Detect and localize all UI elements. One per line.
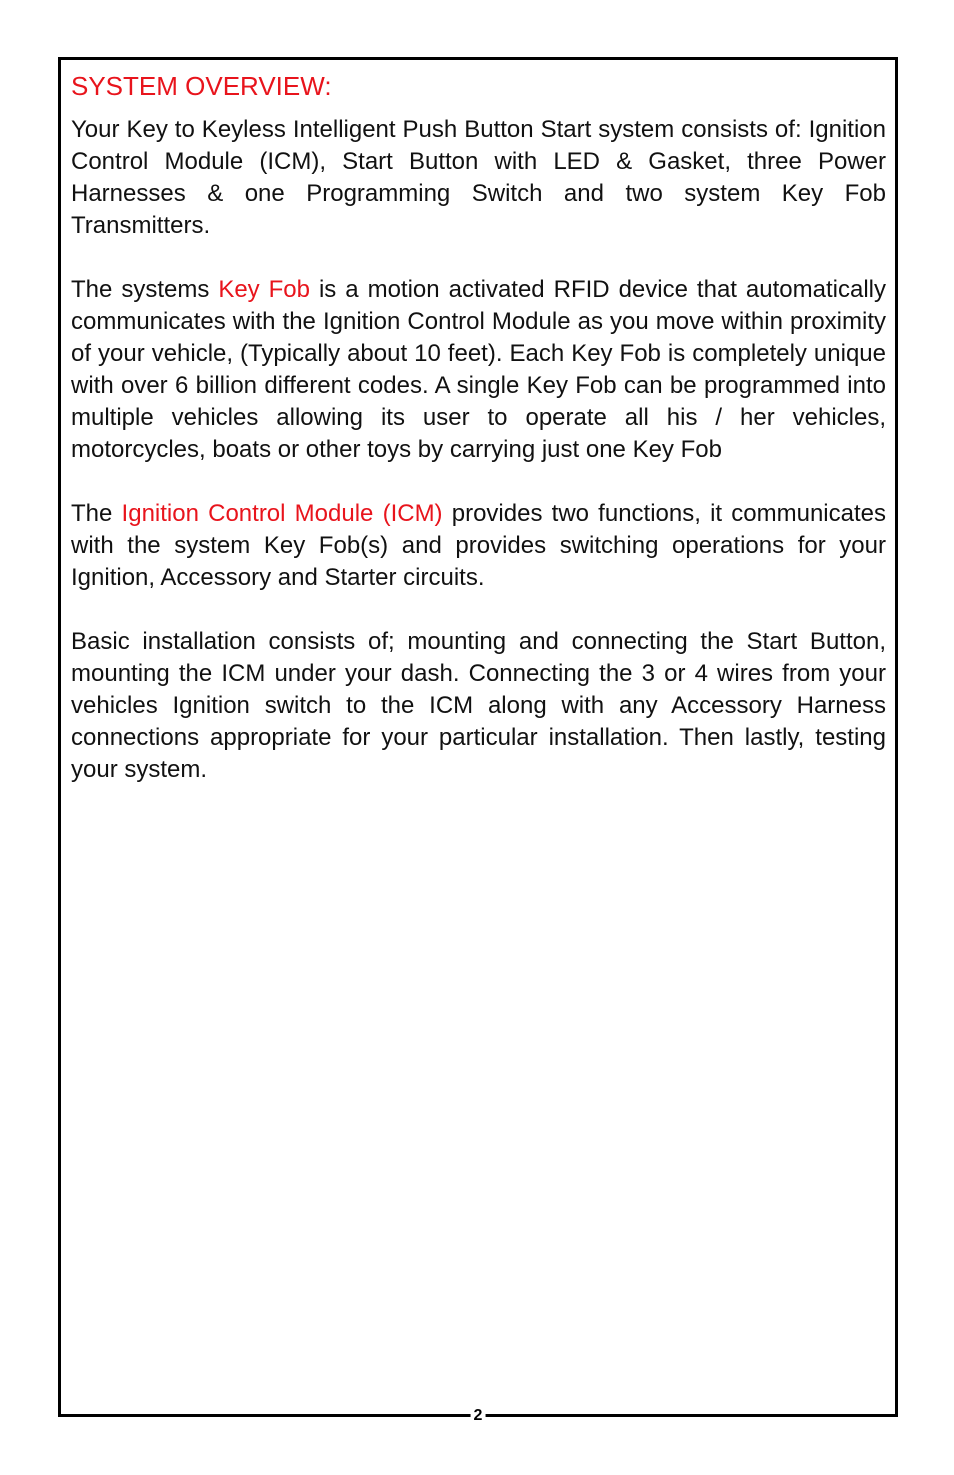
- paragraph-system-contents: Your Key to Keyless Intelligent Push Button Start system consists of: Ignition Control Module (ICM), Start Button with LED & Gasket, three Power Harnesses & one Programming Switch and two system Key Fob Transmitters.: [71, 116, 886, 239]
- paragraph-key-fob-lead: The systems: [71, 276, 219, 303]
- paragraph-icm-body: provides two functions, it communicates with the system Key Fob(s) and provides switching operations for your Ignition, Accessory and Starter circuits.: [71, 500, 887, 591]
- paragraph-icm-lead: The: [71, 500, 122, 527]
- paragraph-key-fob-body: is a motion activated RFID device that automatically communicates with the Ignition Control Module as you move within proximity of your vehicle, (Typically about 10 feet). Each Key Fob is completely unique with over 6 billion different codes. A single Key Fob can be programmed into multiple vehicles allowing its user to operate all his / her vehicles, motorcycles, boats or other toys by carrying just one Key Fob: [71, 276, 886, 463]
- highlight-key-fob: Key Fob: [218, 276, 310, 303]
- page-number: 2: [471, 1406, 486, 1426]
- section-heading: SYSTEM OVERVIEW:: [71, 71, 332, 101]
- page-content: [71, 70, 886, 818]
- paragraph-installation: Basic installation consists of; mounting and connecting the Start Button, mounting the ICM under your dash. Connecting the 3 or 4 wires from your vehicles Ignition switch to the ICM along with any Accessory Harness connections appropriate for your particular installation. Then lastly, testing your system.: [71, 628, 886, 783]
- paragraph-key-fob: [71, 274, 886, 466]
- highlight-icm: Ignition Control Module (ICM): [121, 500, 443, 527]
- page-frame: [58, 57, 898, 1424]
- paragraph-icm: [71, 498, 886, 594]
